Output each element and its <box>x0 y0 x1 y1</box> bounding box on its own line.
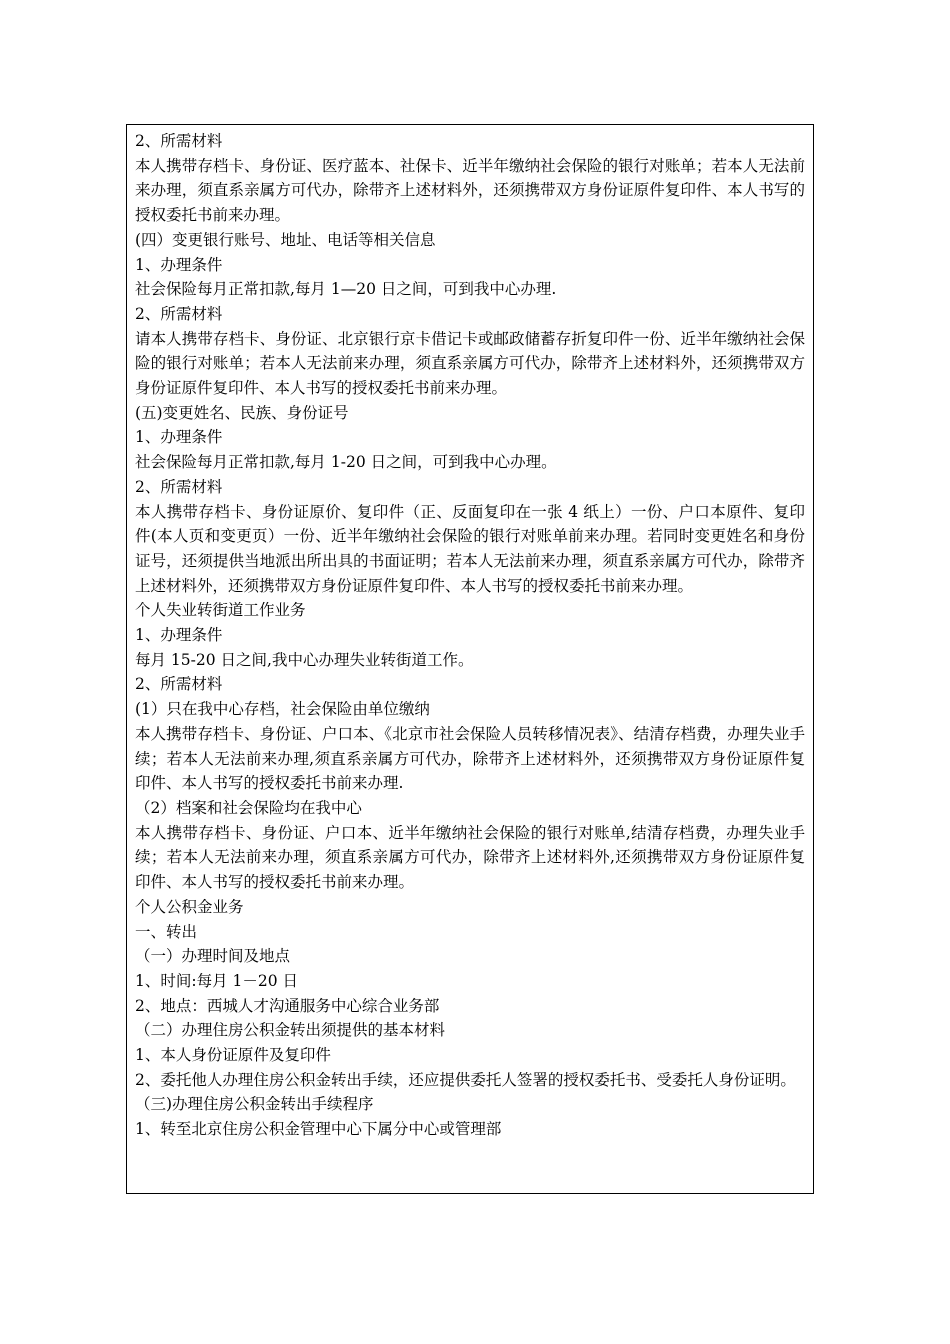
heading-required-materials: 2、所需材料 <box>135 304 223 323</box>
section-heading-change-name: (五)变更姓名、民族、身份证号 <box>135 403 349 422</box>
section-heading-unemployment: 个人失业转街道工作业务 <box>135 601 306 620</box>
subheading-transfer-procedure: （三)办理住房公积金转出手续程序 <box>135 1095 374 1114</box>
text-transfer-to-branch: 1、转至北京住房公积金管理中心下属分中心或管理部 <box>135 1120 502 1139</box>
text-id-card: 1、本人身份证原件及复印件 <box>135 1046 331 1065</box>
heading-transfer-out: 一、转出 <box>135 922 198 941</box>
paragraph-materials-bank: 请本人携带存档卡、身份证、北京银行京卡借记卡或邮政储蓄存折复印件一份、近半年缴纳社会保险的银行对账单；若本人无法前来办理，须直系亲属方可代办，除带齐上述材料外，还须携带双方身份证原件复印件、本人书写的授权委托书前来办理。 <box>135 329 805 398</box>
document-content-box <box>126 124 814 1194</box>
text-conditions-bank: 社会保险每月正常扣款,每月 1—20 日之间，可到我中心办理. <box>135 280 557 299</box>
heading-conditions: 1、办理条件 <box>135 626 223 645</box>
subheading-time-and-place: （一）办理时间及地点 <box>135 947 291 966</box>
text-conditions-unemployment: 每月 15-20 日之间,我中心办理失业转街道工作。 <box>135 650 474 669</box>
heading-conditions: 1、办理条件 <box>135 255 223 274</box>
subheading-archive-only: (1）只在我中心存档，社会保险由单位缴纳 <box>135 700 430 719</box>
subheading-basic-materials: （二）办理住房公积金转出须提供的基本材料 <box>135 1021 446 1040</box>
paragraph-materials-medical: 本人携带存档卡、身份证、医疗蓝本、社保卡、近半年缴纳社会保险的银行对账单；若本人无法前来办理，须直系亲属方可代办，除带齐上述材料外，还须携带双方身份证原件复印件、本人书写的授权委托书前来办理。 <box>135 156 805 225</box>
paragraph-materials-name: 本人携带存档卡、身份证原价、复印件（正、反面复印在一张 4 纸上）一份、户口本原件、复印件(本人页和变更页）一份、近半年缴纳社会保险的银行对账单前来办理。若同时变更姓名和身份证号，还须提供当地派出所出具的书面证明；若本人无法前来办理，须直系亲属方可代办，除带齐上述材料外，还须携带双方身份证原件复印件、本人书写的授权委托书前来办理。 <box>135 502 805 595</box>
paragraph-materials-archive-only: 本人携带存档卡、身份证、户口本、《北京市社会保险人员转移情况表》、结清存档费，办理失业手续；若本人无法前来办理,须直系亲属方可代办，除带齐上述材料外，还须携带双方身份证原件复印件、本人书写的授权委托书前来办理. <box>135 724 805 793</box>
text-place: 2、地点：西城人才沟通服务中心综合业务部 <box>135 996 440 1015</box>
subheading-archive-and-insurance: （2）档案和社会保险均在我中心 <box>135 798 362 817</box>
text-time: 1、时间:每月 1－20 日 <box>135 971 299 990</box>
heading-required-materials: 2、所需材料 <box>135 132 223 150</box>
heading-required-materials: 2、所需材料 <box>135 675 223 694</box>
paragraph-entrusted-person: 2、委托他人办理住房公积金转出手续，还应提供委托人签署的授权委托书、受委托人身份证明。 <box>135 1070 796 1089</box>
heading-required-materials: 2、所需材料 <box>135 477 223 496</box>
paragraph-materials-archive-and-insurance: 本人携带存档卡、身份证、户口本、近半年缴纳社会保险的银行对账单,结清存档费，办理失业手续；若本人无法前来办理，须直系亲属方可代办，除带齐上述材料外,还须携带双方身份证原件复印件、本人书写的授权委托书前来办理。 <box>135 823 805 892</box>
heading-conditions: 1、办理条件 <box>135 428 223 447</box>
section-heading-change-bank-account: (四）变更银行账号、地址、电话等相关信息 <box>135 230 436 249</box>
section-heading-housing-fund: 个人公积金业务 <box>135 897 244 916</box>
text-conditions-name: 社会保险每月正常扣款,每月 1-20 日之间，可到我中心办理。 <box>135 453 557 472</box>
